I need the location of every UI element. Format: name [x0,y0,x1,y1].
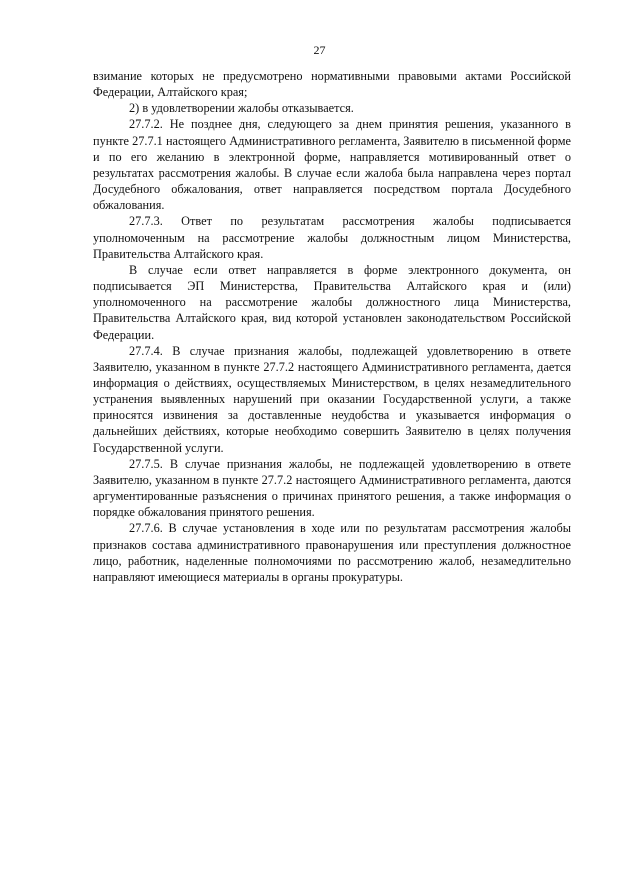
paragraph-27-7-3: 27.7.3. Ответ по результатам рассмотрения жалобы подписывается уполномоченным на рассмотрение жалобы должностным лицом Министерства, Правительства Алтайского края. [93,214,571,261]
paragraph-refusal: 2) в удовлетворении жалобы отказывается. [129,101,354,116]
document-body [93,68,571,585]
paragraph-27-7-6: 27.7.6. В случае установления в ходе или по результатам рассмотрения жалобы признаков состава административного правонарушения или преступления должностное лицо, работник, наделенные полномочиями по рассмотрению жалоб, незамедлительно направляют имеющиеся материалы в органы прокуратуры. [93,521,571,584]
paragraph-continuation: взимание которых не предусмотрено нормативными правовыми актами Российской Федерации, Алтайского края; [93,69,571,100]
paragraph-27-7-2: 27.7.2. Не позднее дня, следующего за днем принятия решения, указанного в пункте 27.7.1 настоящего Административного регламента, Заявителю в письменной форме и по его желанию в электронной форме, направляется мотивированный ответ о результатах рассмотрения жалобы. В случае если жалоба была направлена через портал Досудебного обжалования, ответ направляется посредством портала Досудебного обжалования. [93,117,571,213]
paragraph-27-7-5: 27.7.5. В случае признания жалобы, не подлежащей удовлетворению в ответе Заявителю, указанном в пункте 27.7.2 настоящего Административного регламента, даются аргументированные разъяснения о причинах принятого решения, а также информация о порядке обжалования принятого решения. [93,456,571,520]
paragraph-electronic-answer: В случае если ответ направляется в форме электронного документа, он подписывается ЭП Министерства, Правительства Алтайского края и (или) уполномоченного на рассмотрение жалобы должностного лица Министерства, Правительства Алтайского края, вид которой установлен законодательством Российской Федерации. [93,262,571,342]
page-number: 27 [313,43,326,57]
paragraph-27-7-4: 27.7.4. В случае признания жалобы, подлежащей удовлетворению в ответе Заявителю, указанном в пункте 27.7.2 настоящего Административного регламента, дается информация о действиях, осуществляемых Министерством, в целях незамедлительного устранения выявленных нарушений при оказании Государственной услуги, а также приносятся извинения за доставленные неудобства и указывается информация о дальнейших действиях, которые необходимо совершить Заявителю в целях получения Государственной услуги. [93,343,571,455]
